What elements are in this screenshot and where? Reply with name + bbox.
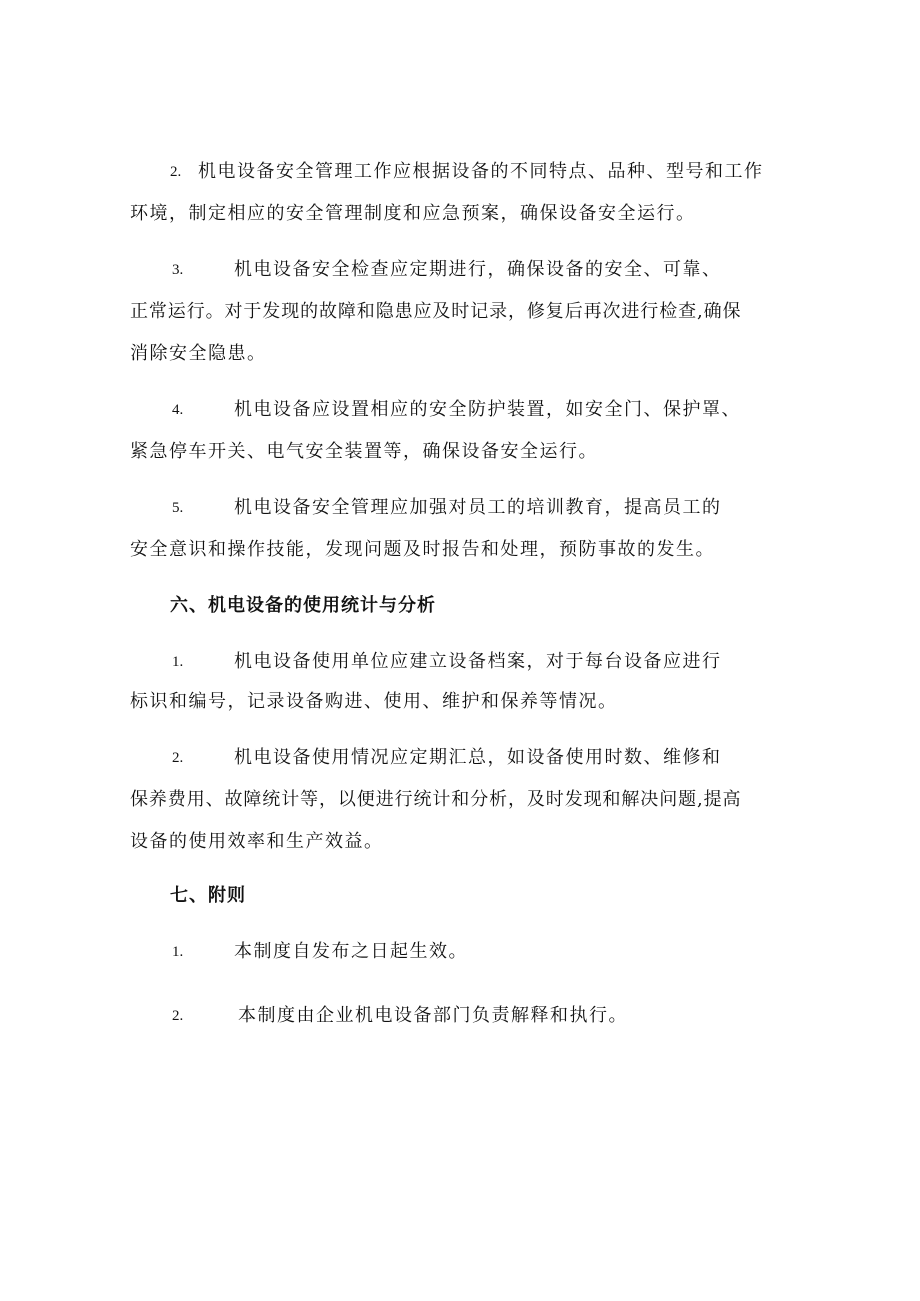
item-text-line: 机电设备使用单位应建立设备档案，对于每台设备应进行 — [234, 651, 722, 672]
item-text-line: 标识和编号，记录设备购进、使用、维护和保养等情况。 — [130, 691, 618, 712]
item-text-line: 本制度自发布之日起生效。 — [234, 941, 468, 962]
item-text-line: 机电设备安全管理工作应根据设备的不同特点、品种、型号和工作 — [198, 161, 764, 182]
item-number: 3. — [172, 262, 184, 278]
item-text-line: 紧急停车开关、电气安全装置等，确保设备安全运行。 — [130, 441, 598, 462]
item-text-line: 安全意识和操作技能，发现问题及时报告和处理，预防事故的发生。 — [130, 539, 715, 560]
item-number: 5. — [172, 500, 184, 516]
item-text-line: 机电设备安全检查应定期进行，确保设备的安全、可靠、 — [234, 259, 722, 280]
item-number: 2. — [170, 164, 182, 180]
item-number: 2. — [172, 750, 184, 766]
item-text-line: 机电设备安全管理应加强对员工的培训教育，提高员工的 — [234, 497, 722, 518]
item-text-line: 环境，制定相应的安全管理制度和应急预案，确保设备安全运行。 — [130, 203, 696, 224]
item-text-line: 机电设备应设置相应的安全防护装置，如安全门、保护罩、 — [234, 399, 741, 420]
item-text-line: 保养费用、故障统计等，以便进行统计和分析，及时发现和解决问题,提高 — [130, 789, 742, 810]
item-text-line: 设备的使用效率和生产效益。 — [130, 831, 384, 852]
item-text-line: 消除安全隐患。 — [130, 343, 267, 364]
item-text-line: 本制度由企业机电设备部门负责解释和执行。 — [238, 1005, 628, 1026]
section-heading: 七、附则 — [170, 885, 246, 906]
item-text-line: 机电设备使用情况应定期汇总，如设备使用时数、维修和 — [234, 747, 722, 768]
item-number: 4. — [172, 402, 184, 418]
item-number: 1. — [172, 654, 184, 670]
section-heading: 六、机电设备的使用统计与分析 — [170, 595, 436, 616]
item-number: 1. — [172, 944, 184, 960]
item-number: 2. — [172, 1008, 184, 1024]
item-text-line: 正常运行。对于发现的故障和隐患应及时记录，修复后再次进行检查,确保 — [130, 301, 742, 322]
